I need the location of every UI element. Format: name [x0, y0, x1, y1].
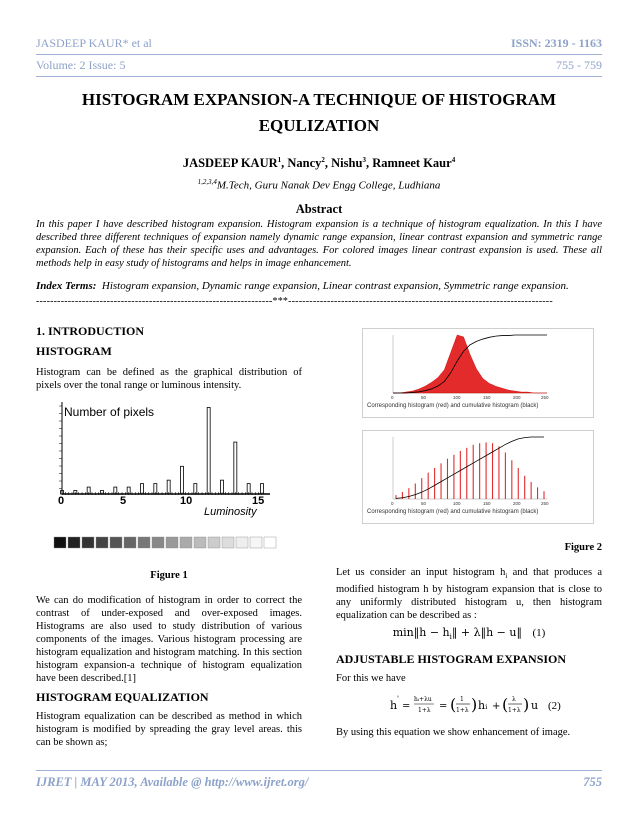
fig2a-tick-100: 100: [453, 395, 461, 400]
para-enhancement: By using this equation we show enhancement of image.: [336, 727, 571, 738]
fig2b-tick-250: 250: [541, 501, 549, 506]
figure1-histogram: [38, 396, 308, 554]
equation-2: [390, 688, 590, 722]
fig1-gray-swatch: [110, 537, 122, 548]
abstract-heading: Abstract: [295, 202, 343, 216]
svg-text:1+λ: 1+λ: [418, 707, 431, 714]
fig1-gray-swatch: [208, 537, 220, 548]
equation-1: min‖h − $h_i‖$ + λ‖h − u‖ (1): [392, 626, 546, 642]
figure2-top-panel: [362, 328, 594, 418]
paper-title-line1: HISTOGRAM EXPANSION-A TECHNIQUE OF HISTOGRAM: [81, 90, 557, 109]
fig1-ylabel: Number of pixels: [64, 405, 155, 419]
para-input-histogram: Let us consider an input histogram $h_i$ and that produces a modified histogram h by histogram expansion that is close to any uniformly distributed histogram u, then histogram equalization can be described as :: [336, 567, 602, 622]
svg-text:h: h: [390, 699, 398, 712]
footer-journal: IJRET | MAY 2013, Available @ http://www.ijret.org/: [36, 775, 309, 789]
fig1-gray-swatch: [222, 537, 234, 548]
fig2b-tick-100: 100: [453, 501, 461, 506]
fig1-bar: [221, 480, 224, 494]
fig1-gray-swatch: [152, 537, 164, 548]
paper-title-line2: EQULIZATION: [258, 116, 380, 135]
para-for-this-we-have: For this we have: [336, 673, 406, 684]
fig2b-tick-150: 150: [483, 501, 491, 506]
svg-text:(: (: [450, 695, 457, 714]
fig1-gray-swatch: [124, 537, 136, 548]
section-introduction: 1. INTRODUCTION: [36, 324, 145, 338]
fig1-gray-strip: [54, 537, 276, 548]
fig1-gray-swatch: [82, 537, 94, 548]
fig1-tick-5: 5: [120, 495, 127, 507]
fig1-gray-swatch: [180, 537, 192, 548]
header-rule-1: [36, 54, 602, 55]
fig1-bar: [181, 466, 184, 494]
svg-text:λ: λ: [512, 696, 516, 703]
svg-text:': ': [397, 695, 399, 703]
figure1-caption: Figure 1: [150, 570, 188, 581]
fig1-xlabel: Luminosity: [204, 506, 257, 518]
fig2a-histogram-area: [393, 335, 547, 393]
header-rule-2: [36, 76, 602, 77]
footer-rule: [36, 770, 602, 771]
fig1-gray-swatch: [166, 537, 178, 548]
header-pages: 755 - 759: [556, 58, 602, 72]
fig2a-tick-50: 50: [421, 395, 427, 400]
svg-text:): ): [471, 695, 478, 714]
svg-text:hᵢ+λu: hᵢ+λu: [414, 696, 432, 703]
fig2b-caption: Corresponding histogram (red) and cumulative histogram (black): [367, 509, 539, 515]
fig2a-marks: [393, 335, 547, 393]
fig1-tick-10: 10: [180, 495, 193, 507]
fig2b-marks: [393, 437, 547, 499]
svg-text:=: =: [402, 701, 411, 712]
fig2b-cumulative-line: [396, 437, 544, 498]
author-list: JASDEEP KAUR$^1$, Nancy$^2$, Nishu$^3$, Ramneet Kaur$^4$: [182, 156, 456, 171]
para-histogram-definition: Histogram can be defined as the graphical distribution of pixels over the tonal range or luminous intensity.: [36, 367, 302, 391]
subsection-histogram-equalization: HISTOGRAM EQUALIZATION: [36, 690, 209, 704]
fig1-gray-swatch: [194, 537, 206, 548]
fig2a-tick-200: 200: [513, 395, 521, 400]
figure2-bottom-panel: [362, 430, 594, 524]
svg-text:u: u: [531, 699, 539, 712]
figure2-caption: Figure 2: [564, 542, 602, 553]
separator-line: -------------------------------------------------------------------***---------------------------------------------------------------------------: [36, 296, 553, 307]
svg-text:=: =: [439, 701, 448, 712]
fig1-bar: [234, 442, 237, 494]
svg-text:1: 1: [460, 696, 464, 703]
fig2b-tick-50: 50: [421, 501, 427, 506]
para-histogram-equalization: Histogram equalization can be described as method in which histogram is modified by spreading the gray level areas. this can be shown as;: [36, 711, 302, 748]
fig1-gray-swatch: [250, 537, 262, 548]
fig1-bar: [167, 480, 170, 494]
fig2b-tick-0: 0: [391, 501, 394, 506]
fig1-gray-swatch: [96, 537, 108, 548]
header-volume: Volume: 2 Issue: 5: [36, 58, 126, 72]
fig1-gray-swatch: [54, 537, 66, 548]
para-histogram-modification: We can do modification of histogram in order to correct the contrast of under-exposed and over-exposed images. Histograms are also used to study distribution of various components of the images. Various histogram processing are histogram equalization and histogram matching. In this section histogram expansion-a technique of histogram equalization have been described.[1]: [36, 595, 302, 684]
svg-text:1+λ: 1+λ: [456, 707, 469, 714]
svg-text:hᵢ: hᵢ: [478, 699, 488, 712]
author-affiliation: $^{1,2,3,4}$M.Tech, Guru Nanak Dev Engg College, Ludhiana: [197, 178, 441, 192]
fig2b-tick-200: 200: [513, 501, 521, 506]
fig1-tick-0: 0: [58, 495, 65, 507]
subsection-histogram: HISTOGRAM: [36, 344, 112, 358]
fig1-bar: [207, 407, 210, 494]
fig2a-caption: Corresponding histogram (red) and cumulative histogram (black): [367, 403, 539, 409]
fig1-gray-swatch: [68, 537, 80, 548]
svg-text:(: (: [502, 695, 509, 714]
fig1-bars: [61, 407, 264, 494]
subsection-adjustable-histogram-expansion: ADJUSTABLE HISTOGRAM EXPANSION: [336, 652, 567, 666]
fig1-gray-swatch: [236, 537, 248, 548]
fig1-gray-swatch: [264, 537, 276, 548]
abstract-text: In this paper I have described histogram expansion. Histogram expansion is a technique of histogram equalization. In this I have described three different techniques of expansion namely dynamic range expansion, linear contrast expansion and symmetric range expansion. Each of these has their specific uses and advantages. For colored images linear contrast expansion is used. These all methods help in easy study of histograms and helps in image enhancement.: [36, 219, 602, 269]
index-terms: Index Terms: Histogram expansion, Dynamic range expansion, Linear contrast expansion, Symmetric range expansion.: [36, 280, 569, 292]
fig2a-tick-250: 250: [541, 395, 549, 400]
svg-text:+: +: [492, 701, 501, 712]
fig1-gray-swatch: [138, 537, 150, 548]
fig2a-tick-150: 150: [483, 395, 491, 400]
footer-page-number: 755: [583, 775, 602, 789]
svg-text:1+λ: 1+λ: [508, 707, 521, 714]
header-author: JASDEEP KAUR* et al: [36, 36, 152, 50]
header-issn: ISSN: 2319 - 1163: [510, 36, 602, 50]
svg-text:): ): [523, 695, 530, 714]
equation-2-number: (2): [548, 700, 561, 712]
fig2a-tick-0: 0: [391, 395, 394, 400]
fig1-tick-15: 15: [252, 495, 265, 507]
